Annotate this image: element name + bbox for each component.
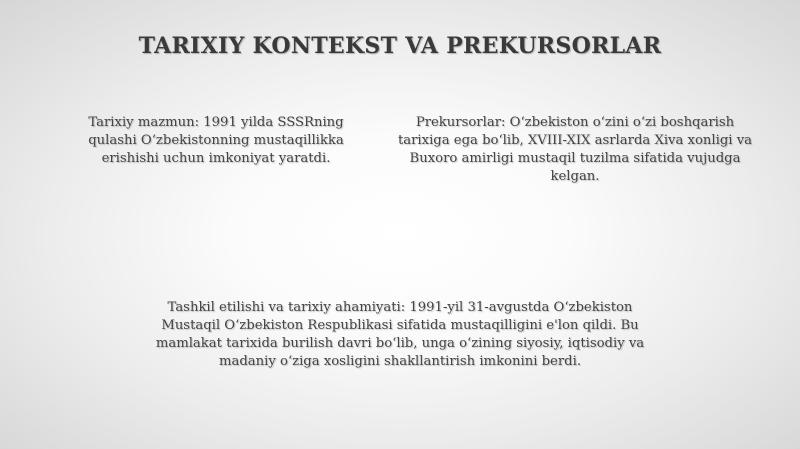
significance-text: Tashkil etilishi va tarixiy ahamiyati: 1991-yil 31-avgustda O‘zbekiston Mustaqil O‘zbekiston Respublikasi sifatida mustaqilligini e'lon qildi. Bu mamlakat tarixida burilish davri bo‘lib, unga o‘zining siyosiy, iqtisodiy va madaniy o‘ziga xosligini shakllantirish imkonini berdi. xyxy=(155,300,645,369)
historical-context-text: Tarixiy mazmun: 1991 yilda SSSRning qulashi O‘zbekistonning mustaqillikka erishishi uchun imkoniyat yaratdi. xyxy=(88,115,344,166)
slide-title: TARIXIY KONTEKST VA PREKURSORLAR xyxy=(138,33,662,59)
precursors-text: Prekursorlar: O‘zbekiston o‘zini o‘zi boshqarish tarixiga ega bo‘lib, XVIII-XIX asrlarda Xiva xonligi va Buxoro amirligi mustaqil tuzilma sifatida vujudga kelgan. xyxy=(397,115,753,184)
